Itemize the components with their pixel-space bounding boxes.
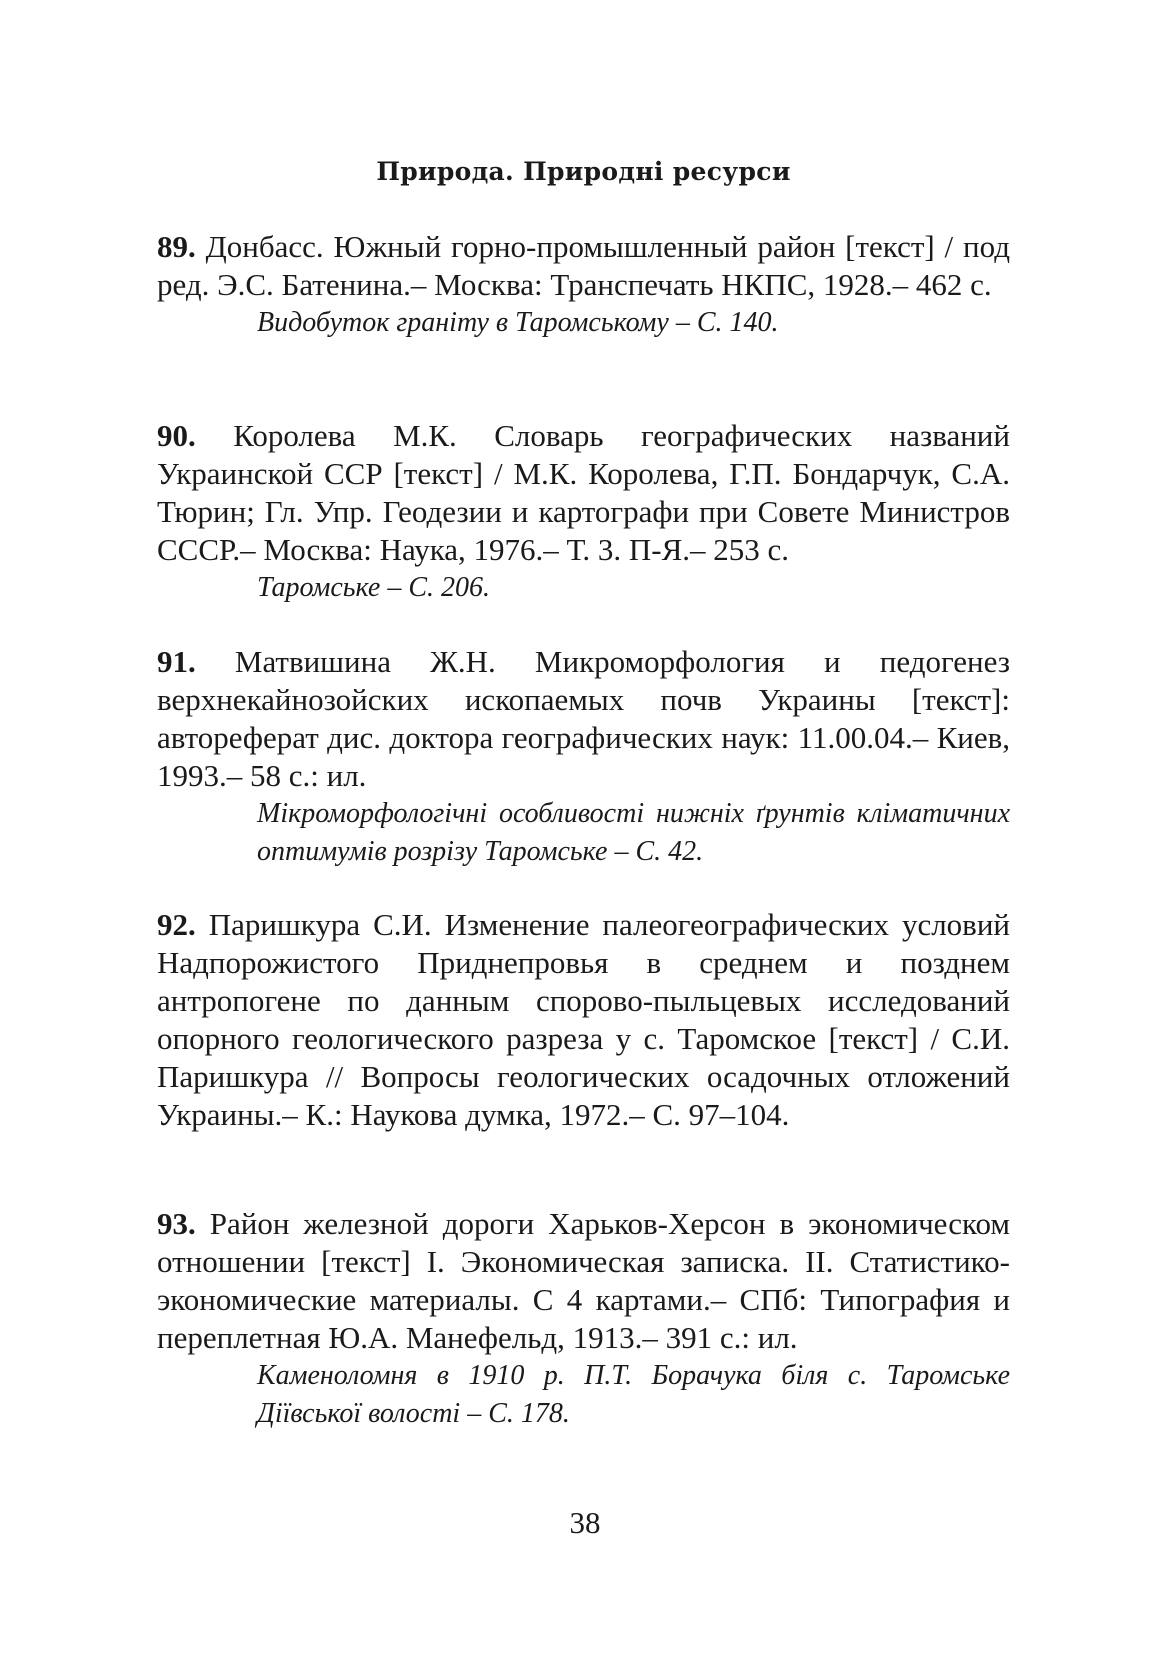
entry-note: Видобуток граніту в Таромському – С. 140. <box>257 307 779 338</box>
entry-number: 89. <box>157 229 196 264</box>
entry-number: 92. <box>157 907 196 942</box>
entry-citation: Королева М.К. Словарь географических названий Украинской ССР [текст] / М.К. Королева, Г.П. Бондарчук, С.А. Тюрин; Гл. Упр. Геодезии и картографи при Совете Министров СССР.– Москва: Наука, 1976.– Т. 3. П-Я.– 253 с. <box>157 418 1010 567</box>
page-number: 38 <box>569 1505 601 1540</box>
entry-note: Каменоломня в 1910 р. П.Т. Борачука біля с. Таромське Діївської волості – С. 178. <box>257 1360 1010 1429</box>
entry-citation: Район железной дороги Харьков-Херсон в экономическом отношении [текст] I. Экономическая записка. II. Статистико-экономические материалы. С 4 картами.– СПб: Типография и переплетная Ю.А. Манефельд, 1913.– 391 с.: ил. <box>157 1206 1010 1355</box>
bibliography-entry-91 <box>157 643 1010 871</box>
bibliography-entry-93 <box>157 1205 1010 1433</box>
bibliography-entry-89 <box>157 228 1010 342</box>
entry-text <box>157 643 1010 795</box>
bibliography-entry-90 <box>157 417 1010 607</box>
entry-citation: Матвишина Ж.Н. Микроморфология и педогенез верхнекайнозойских ископаемых почв Украины [текст]: автореферат дис. доктора географических наук: 11.00.04.– Киев, 1993.– 58 с.: ил. <box>157 644 1010 793</box>
bibliography-entry-92 <box>157 906 1010 1134</box>
page-title: Природа. Природні ресурси <box>376 157 791 186</box>
entry-text <box>157 228 1010 304</box>
entry-text <box>157 906 1010 1134</box>
entry-text <box>157 417 1010 569</box>
entry-number: 93. <box>157 1206 196 1241</box>
entry-citation: Паришкура С.И. Изменение палеогеографических условий Надпорожистого Приднепровья в среднем и позднем антропогене по данным спорово-пыльцевых исследований опорного геологического разреза у с. Таромское [текст] / С.И. Паришкура // Вопросы геологических осадочных отложений Украины.– К.: Наукова думка, 1972.– С. 97–104. <box>157 907 1010 1132</box>
entry-number: 91. <box>157 644 196 679</box>
entry-note: Мікроморфологічні особливості нижніх ґрунтів кліматичних оптимумів розрізу Таромське – С. 42. <box>257 798 1010 867</box>
entry-number: 90. <box>157 418 196 453</box>
entry-text <box>157 1205 1010 1357</box>
entry-note: Таромське – С. 206. <box>257 572 491 603</box>
entry-citation: Донбасс. Южный горно-промышленный район [текст] / под ред. Э.С. Батенина.– Москва: Транспечать НКПС, 1928.– 462 с. <box>157 229 1010 302</box>
